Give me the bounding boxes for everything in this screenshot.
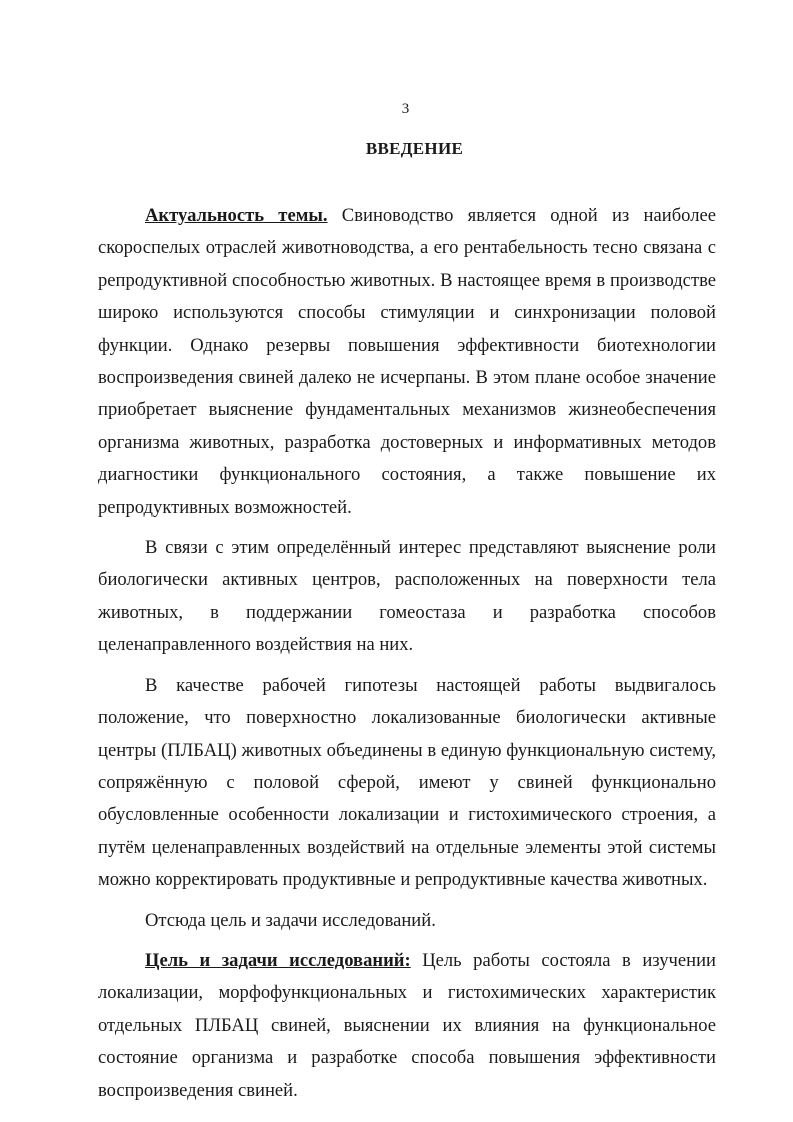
paragraph-interest: В связи с этим определённый интерес представляют выяснение роли биологически активных центров, расположенных на поверхности тела животных, в поддержании гомеостаза и разработка способов целенаправленного воздействия на них. [98,537,716,656]
paragraph-relevance [98,200,716,524]
paragraph-hypothesis: В качестве рабочей гипотезы настоящей работы выдвигалось положение, что поверхностно локализованные биологически активные центры (ПЛБАЦ) животных объединены в единую функциональную систему, сопряжённую с половой сферой, имеют у свиней функционально обусловленные особенности локализации и гистохимического строения, а путём целенаправленных воздействий на отдельные элементы этой системы можно корректировать продуктивные и репродуктивные качества животных. [98,674,716,891]
relevance-text: Свиноводство является одной из наиболее скороспелых отраслей животноводства, а его рентабельность тесно связана с репродуктивной способностью животных. В настоящее время в производстве широко используются способы стимуляции и синхронизации половой функции. Однако резервы повышения эффективности биотехнологии воспроизведения свиней далеко не исчерпаны. В этом плане особое значение приобретает выяснение фундаментальных механизмов жизнеобеспечения организма животных, разработка достоверных и информативных методов диагностики функционального состояния, а также повышение их репродуктивных возможностей. [98,205,716,518]
goal-heading: Цель и задачи исследований: [145,949,411,971]
relevance-heading: Актуальность темы. [145,205,328,226]
paragraph-hence: Отсюда цель и задачи исследований. [145,909,436,931]
body-text [98,200,716,1107]
paragraph-goal [98,945,716,1107]
page-number: 3 [401,101,410,117]
section-title: ВВЕДЕНИЕ [365,139,464,158]
goal-text: Цель работы состояла в изучении локализации, морфофункциональных и гистохимических характеристик отдельных ПЛБАЦ свиней, выяснении их влияния на функциональное состояние организма и разработке способа повышения эффективности воспроизведения свиней. [98,949,716,1101]
